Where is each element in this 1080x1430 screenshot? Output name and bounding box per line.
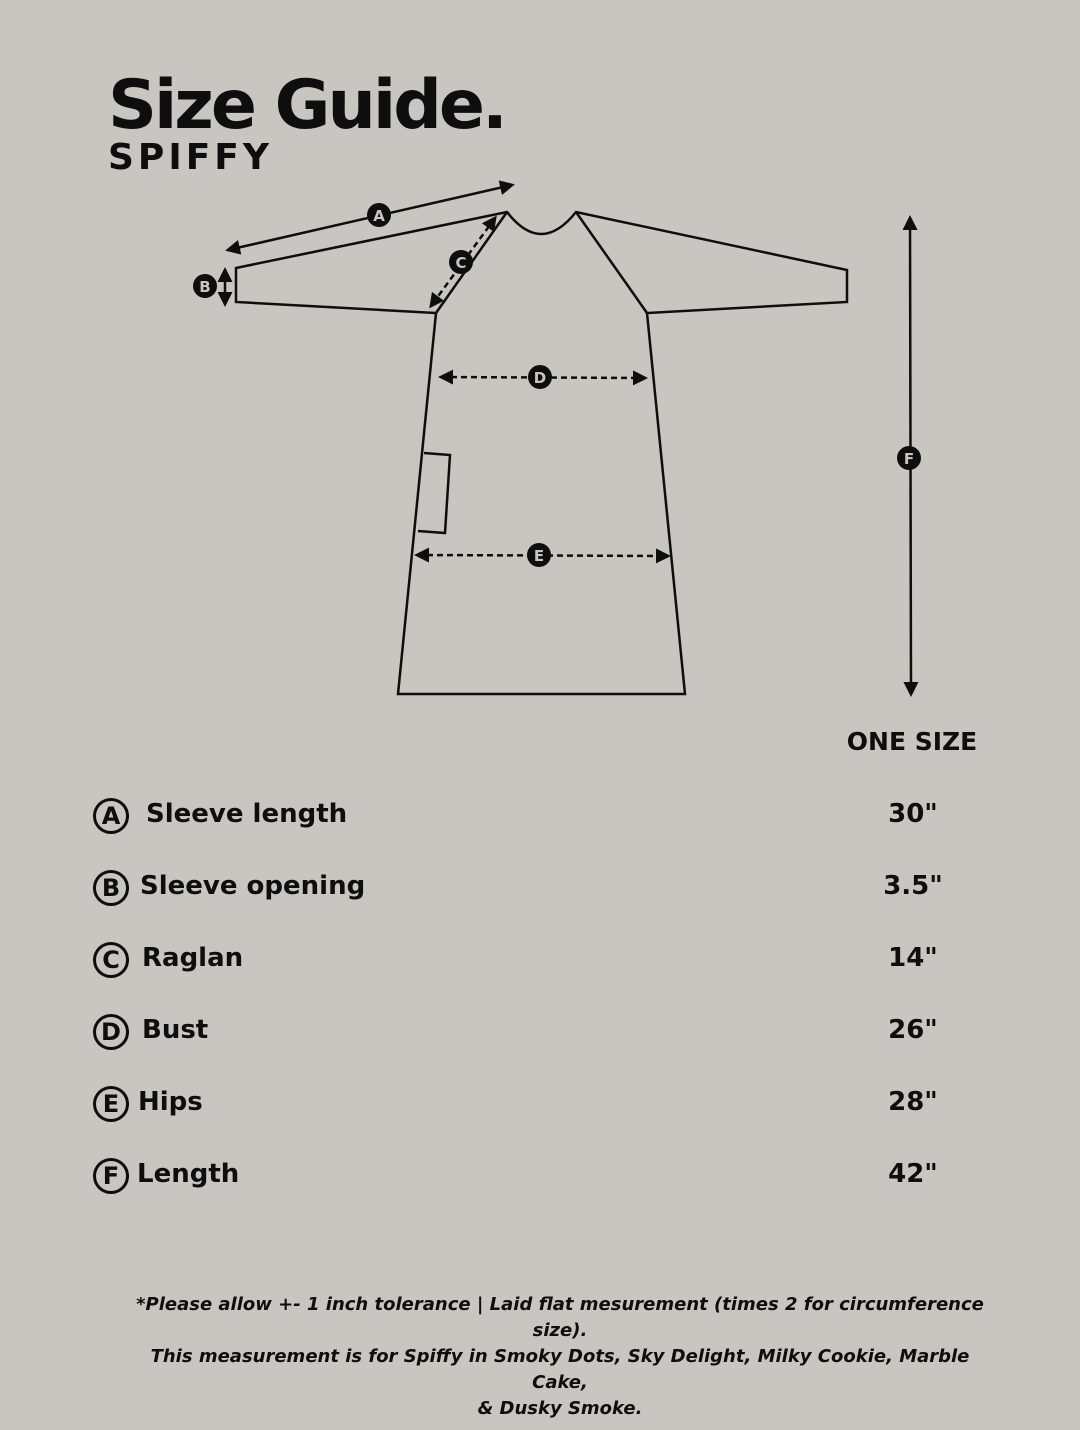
pocket-outline — [418, 453, 450, 533]
page-title: Size Guide. — [108, 66, 505, 145]
svg-text:A: A — [373, 207, 385, 225]
row-label: Sleeve length — [146, 799, 348, 829]
row-label: Sleeve opening — [140, 871, 366, 901]
row-key-badge: A — [93, 798, 129, 834]
row-key-badge: B — [93, 870, 129, 906]
footnote-line: This measurement is for Spiffy in Smoky Dots, Sky Delight, Milky Cookie, Marble Cake, — [150, 1346, 970, 1393]
marker-b — [193, 274, 217, 298]
marker-a — [367, 203, 391, 227]
row-value: 3.5" — [883, 871, 943, 901]
row-label: Length — [137, 1159, 240, 1189]
row-label: Bust — [142, 1015, 209, 1045]
size-column-header: ONE SIZE — [846, 727, 978, 756]
measurement-row — [0, 1084, 1080, 1124]
measurement-row — [0, 940, 1080, 980]
marker-f — [897, 446, 921, 470]
svg-text:D: D — [533, 369, 547, 387]
row-key-badge: C — [93, 942, 129, 978]
row-value: 42" — [888, 1159, 938, 1189]
row-label: Hips — [138, 1087, 203, 1117]
marker-e — [527, 543, 551, 567]
row-value: 26" — [888, 1015, 938, 1045]
footnote-line: & Dusky Smoke. — [477, 1398, 643, 1419]
row-key-badge: F — [93, 1158, 129, 1194]
product-name: SPIFFY — [108, 137, 273, 178]
row-value: 28" — [888, 1087, 938, 1117]
marker-d — [528, 365, 552, 389]
dress-outline — [236, 212, 847, 694]
footnote-line: *Please allow +- 1 inch tolerance | Laid flat mesurement (times 2 for circumference size). — [136, 1294, 984, 1341]
measurement-row — [0, 868, 1080, 908]
measurement-row — [0, 1156, 1080, 1196]
row-value: 14" — [888, 943, 938, 973]
footnote — [120, 1292, 1000, 1422]
svg-text:C: C — [455, 254, 467, 272]
row-key-badge: D — [93, 1014, 129, 1050]
measurement-row — [0, 796, 1080, 836]
row-key-badge: E — [93, 1086, 129, 1122]
svg-text:F: F — [903, 450, 915, 468]
marker-c — [449, 250, 473, 274]
raglan-seam-right — [576, 212, 647, 313]
measurement-row — [0, 1012, 1080, 1052]
svg-text:B: B — [199, 278, 211, 296]
row-label: Raglan — [142, 943, 244, 973]
svg-text:E: E — [533, 547, 545, 565]
row-value: 30" — [888, 799, 938, 829]
